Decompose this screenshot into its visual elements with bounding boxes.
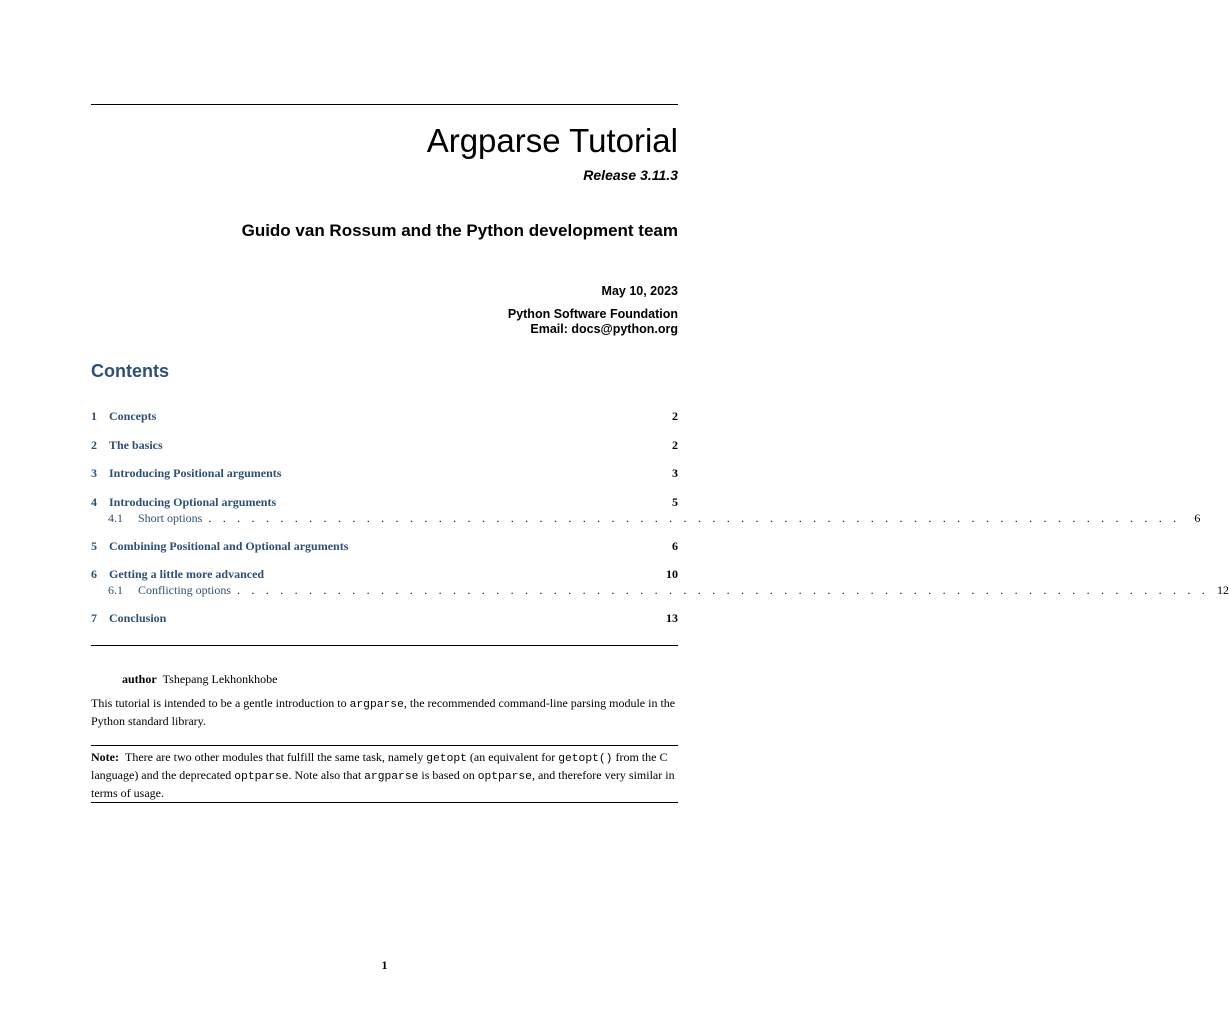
toc-page: 6: [672, 539, 678, 553]
organization-block: [508, 307, 678, 337]
contents-heading: Contents: [91, 361, 169, 381]
top-rule: [91, 104, 678, 105]
toc-number: 2: [91, 438, 97, 452]
toc-number: 5: [91, 539, 97, 553]
note-label: Note:: [91, 750, 119, 764]
note-paragraph: Note: There are two other modules that fulfill the same task, namely getopt (an equivalent for getopt() from the C language) and the deprecated optparse. Note also that argparse is based on optparse, and therefore very similar in terms of usage.: [91, 750, 675, 800]
toc-entry-conclusion[interactable]: [91, 611, 678, 626]
toc-number: 4: [91, 495, 97, 509]
toc-page: 10: [666, 567, 678, 581]
document-title: Argparse Tutorial: [426, 122, 678, 159]
author-label: author: [122, 672, 157, 686]
note-top-rule: [91, 745, 678, 746]
author-line: [122, 672, 277, 687]
contents-rule: [91, 645, 678, 646]
contact-email: Email: docs@python.org: [530, 322, 678, 336]
release-version: Release 3.11.3: [583, 167, 678, 183]
toc-leader-dots: . . . . . . . . . . . . . . . . . . . . . . . . . . . . . . . . . . . . . . . . . . . . . . . . . . . . . . . . . . . . . . . . . . . .: [237, 583, 1209, 597]
toc-link[interactable]: Introducing Optional arguments: [109, 495, 277, 509]
toc-entry-combining-arguments[interactable]: [91, 539, 678, 554]
toc-number: 6.1: [108, 583, 123, 597]
toc-entry-more-advanced[interactable]: [91, 567, 678, 582]
toc-link[interactable]: Conclusion: [109, 611, 167, 625]
toc-entry-short-options[interactable]: [91, 511, 1201, 526]
toc-page: 2: [672, 409, 678, 423]
toc-entry-optional-arguments[interactable]: [91, 495, 678, 510]
inline-code: argparse: [364, 771, 419, 783]
toc-number: 6: [91, 567, 97, 581]
author-name: Tshepang Lekhonkhobe: [162, 672, 278, 686]
toc-page: 5: [672, 495, 678, 509]
toc-number: 4.1: [108, 511, 123, 525]
toc-page: 6: [1194, 511, 1201, 525]
toc-entry-conflicting-options[interactable]: [91, 583, 1229, 598]
toc-page: 3: [672, 466, 678, 480]
toc-entry-positional-arguments[interactable]: [91, 466, 678, 481]
toc-page: 2: [672, 438, 678, 452]
toc-entry-the-basics[interactable]: [91, 438, 678, 453]
toc-entry-concepts[interactable]: [91, 409, 678, 424]
toc-link[interactable]: Introducing Positional arguments: [109, 466, 282, 480]
organization-name: Python Software Foundation: [507, 307, 678, 321]
inline-code: getopt(): [558, 753, 613, 765]
document-authors: Guido van Rossum and the Python development team: [241, 221, 678, 240]
toc-link[interactable]: Concepts: [109, 409, 157, 423]
inline-code: optparse: [234, 771, 289, 783]
note-bottom-rule: [91, 802, 678, 803]
toc-link[interactable]: Conflicting options: [138, 583, 231, 597]
toc-leader-dots: . . . . . . . . . . . . . . . . . . . . . . . . . . . . . . . . . . . . . . . . . . . . . . . . . . . . . . . . . . . . . . . . . . . .: [208, 511, 1181, 525]
toc-link[interactable]: The basics: [109, 438, 163, 452]
toc-page: 12: [1217, 583, 1229, 597]
publication-date: May 10, 2023: [601, 284, 678, 298]
toc-number: 3: [91, 466, 97, 480]
toc-number: 7: [91, 611, 97, 625]
inline-code: argparse: [349, 699, 404, 711]
toc-link[interactable]: Short options: [138, 511, 203, 525]
inline-code: getopt: [426, 753, 467, 765]
toc-link[interactable]: Getting a little more advanced: [109, 567, 265, 581]
toc-page: 13: [666, 611, 678, 625]
inline-code: optparse: [477, 771, 532, 783]
document-page: [91, 0, 1229, 1024]
intro-paragraph: This tutorial is intended to be a gentle introduction to argparse, the recommended command-line parsing module in the Python standard library.: [91, 696, 676, 728]
toc-number: 1: [91, 409, 97, 423]
toc-link[interactable]: Combining Positional and Optional arguments: [109, 539, 349, 553]
page-number: 1: [381, 958, 388, 972]
